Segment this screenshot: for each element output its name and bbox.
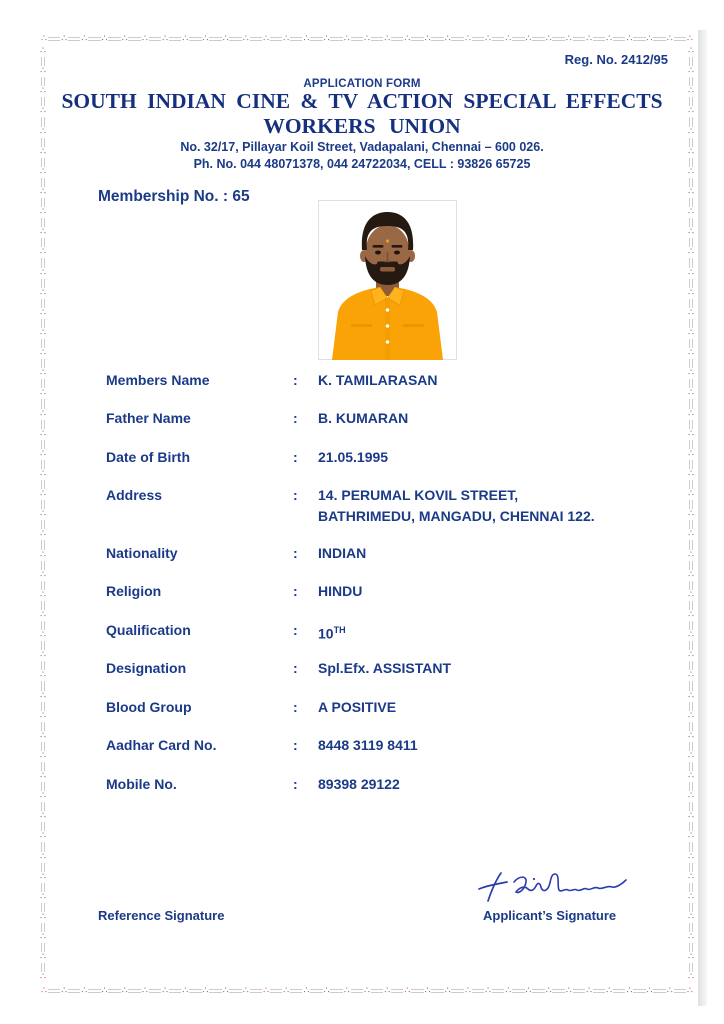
union-address: No. 32/17, Pillayar Koil Street, Vadapalani, Chennai – 600 026. <box>180 140 544 154</box>
field-row-designation <box>106 658 451 679</box>
trefoil-motif-icon: ∴ <box>40 468 46 479</box>
field-label: Date of Birth <box>106 449 190 465</box>
trefoil-motif-icon: ∴ <box>40 166 46 177</box>
field-colon: : <box>293 699 298 715</box>
trefoil-motif-icon: ∴ <box>141 985 148 996</box>
trefoil-motif-icon: ∴ <box>40 388 46 399</box>
trefoil-motif-icon: ∴ <box>40 549 46 560</box>
trefoil-motif-icon: ∴ <box>303 33 310 44</box>
trefoil-motif-icon: ∴ <box>182 985 189 996</box>
trefoil-motif-icon: ∴ <box>424 33 431 44</box>
trefoil-motif-icon: ∴ <box>41 985 47 996</box>
field-label: Designation <box>106 660 187 676</box>
trefoil-motif-icon: ∴ <box>565 33 572 44</box>
trefoil-motif-icon: ∴ <box>688 549 694 560</box>
field-label: Father Name <box>106 410 191 426</box>
trefoil-motif-icon: ∴ <box>688 509 694 520</box>
trefoil-motif-icon: ∴ <box>101 33 108 44</box>
trefoil-motif-icon: ∴ <box>40 811 46 822</box>
applicant-photo-image <box>318 200 457 360</box>
trefoil-motif-icon: ∴ <box>40 66 46 77</box>
trefoil-motif-icon: ∴ <box>40 489 46 500</box>
field-value: A POSITIVE <box>318 699 397 715</box>
trefoil-motif-icon: ∴ <box>40 932 46 943</box>
field-value <box>318 620 346 645</box>
field-label: Qualification <box>106 622 191 638</box>
trefoil-motif-icon: ∴ <box>688 750 694 761</box>
trefoil-motif-icon: ∴ <box>40 267 46 278</box>
border-right <box>684 46 698 984</box>
trefoil-motif-icon: ∴ <box>688 106 694 117</box>
trefoil-motif-icon: ∴ <box>464 33 471 44</box>
trefoil-motif-icon: ∴ <box>646 33 653 44</box>
trefoil-motif-icon: ∴ <box>40 408 46 419</box>
trefoil-motif-icon: ∴ <box>40 670 46 681</box>
trefoil-motif-icon: ∴ <box>40 428 46 439</box>
trefoil-motif-icon: ∴ <box>688 186 694 197</box>
trefoil-motif-icon: ∴ <box>323 985 330 996</box>
trefoil-motif-icon: ∴ <box>40 186 46 197</box>
field-row-date-of-birth <box>106 447 388 468</box>
trefoil-motif-icon: ∴ <box>222 985 229 996</box>
trefoil-motif-icon: ∴ <box>688 811 694 822</box>
field-colon: : <box>293 487 298 503</box>
membership-number: Membership No. : 65 <box>98 188 250 205</box>
field-row-blood-group <box>106 697 396 718</box>
trefoil-motif-icon: ∴ <box>40 972 46 983</box>
trefoil-motif-icon: ∴ <box>424 985 431 996</box>
field-label: Religion <box>106 583 162 599</box>
trefoil-motif-icon: ∴ <box>222 33 229 44</box>
trefoil-motif-icon: ∴ <box>40 126 46 137</box>
union-title-line1: SOUTH INDIAN CINE & TV ACTION SPECIAL EFFECTS <box>61 89 663 113</box>
trefoil-motif-icon: ∴ <box>40 146 46 157</box>
field-value: Spl.Efx. ASSISTANT <box>318 660 452 676</box>
trefoil-motif-icon: ∴ <box>688 348 694 359</box>
field-row-members-name <box>106 370 438 391</box>
trefoil-motif-icon: ∴ <box>688 408 694 419</box>
trefoil-motif-icon: ∴ <box>606 985 612 996</box>
trefoil-motif-icon: ∴ <box>364 985 370 996</box>
trefoil-motif-icon: ∴ <box>688 207 694 218</box>
field-row-nationality <box>106 543 366 564</box>
trefoil-motif-icon: ∴ <box>688 791 694 802</box>
trefoil-motif-icon: ∴ <box>485 33 491 44</box>
trefoil-motif-icon: ∴ <box>688 650 694 661</box>
trefoil-motif-icon: ∴ <box>565 985 572 996</box>
trefoil-motif-icon: ∴ <box>40 368 46 379</box>
field-colon: : <box>293 410 298 426</box>
field-row-aadhar-card-no <box>106 735 418 756</box>
field-colon: : <box>293 583 298 599</box>
field-label: Address <box>106 487 163 503</box>
trefoil-motif-icon: ∴ <box>688 126 694 137</box>
trefoil-motif-icon: ∴ <box>121 33 128 44</box>
registration-number: Reg. No. 2412/95 <box>564 52 668 67</box>
field-label: Blood Group <box>106 699 192 715</box>
trefoil-motif-icon: ∴ <box>343 985 350 996</box>
trefoil-motif-icon: ∴ <box>688 630 694 641</box>
applicant-signature-label: Applicant’s Signature <box>483 908 617 923</box>
trefoil-motif-icon: ∴ <box>626 985 633 996</box>
trefoil-motif-icon: ∴ <box>444 985 451 996</box>
trefoil-motif-icon: ∴ <box>688 327 694 338</box>
trefoil-motif-icon: ∴ <box>688 307 694 318</box>
trefoil-motif-icon: ∴ <box>586 33 592 44</box>
trefoil-motif-icon: ∴ <box>182 33 189 44</box>
trefoil-motif-icon: ∴ <box>525 985 532 996</box>
trefoil-motif-icon: ∴ <box>40 650 46 661</box>
field-colon: : <box>293 545 298 561</box>
trefoil-motif-icon: ∴ <box>40 630 46 641</box>
address-line-2: BATHRIMEDU, MANGADU, CHENNAI 122. <box>318 508 595 524</box>
trefoil-motif-icon: ∴ <box>688 227 694 238</box>
reference-signature-label: Reference Signature <box>98 908 225 923</box>
field-value: INDIAN <box>318 545 367 561</box>
trefoil-motif-icon: ∴ <box>444 33 451 44</box>
trefoil-motif-icon: ∴ <box>40 46 46 56</box>
qualification-number: 10 <box>318 625 334 642</box>
trefoil-motif-icon: ∴ <box>688 468 694 479</box>
field-row-address <box>106 485 595 527</box>
union-title-line2: WORKERS UNION <box>263 114 461 138</box>
field-value: B. KUMARAN <box>318 410 409 426</box>
trefoil-motif-icon: ∴ <box>263 985 269 996</box>
trefoil-motif-icon: ∴ <box>688 247 694 258</box>
trefoil-motif-icon: ∴ <box>61 33 67 44</box>
trefoil-motif-icon: ∴ <box>41 33 47 44</box>
trefoil-motif-icon: ∴ <box>666 33 673 44</box>
trefoil-motif-icon: ∴ <box>162 33 168 44</box>
form-type-label: APPLICATION FORM <box>303 78 421 90</box>
trefoil-motif-icon: ∴ <box>303 985 310 996</box>
trefoil-motif-icon: ∴ <box>40 609 46 620</box>
field-colon: : <box>293 660 298 676</box>
field-row-father-name <box>106 408 408 429</box>
trefoil-motif-icon: ∴ <box>343 33 350 44</box>
trefoil-motif-icon: ∴ <box>688 912 694 923</box>
trefoil-motif-icon: ∴ <box>40 569 46 580</box>
trefoil-motif-icon: ∴ <box>688 428 694 439</box>
field-colon: : <box>293 776 298 792</box>
trefoil-motif-icon: ∴ <box>40 589 46 600</box>
trefoil-motif-icon: ∴ <box>688 831 694 842</box>
qualification-ordinal: TH <box>333 625 346 635</box>
trefoil-motif-icon: ∴ <box>162 985 168 996</box>
field-row-religion <box>106 581 362 602</box>
page-edge-shadow <box>698 30 707 1006</box>
trefoil-motif-icon: ∴ <box>40 509 46 520</box>
union-phone: Ph. No. 044 48071378, 044 24722034, CELL : 93826 65725 <box>193 157 531 171</box>
trefoil-motif-icon: ∴ <box>404 985 411 996</box>
trefoil-motif-icon: ∴ <box>688 569 694 580</box>
trefoil-motif-icon: ∴ <box>40 86 46 97</box>
field-value: 8448 3119 8411 <box>318 737 418 753</box>
trefoil-motif-icon: ∴ <box>40 730 46 741</box>
trefoil-motif-icon: ∴ <box>384 33 390 44</box>
trefoil-motif-icon: ∴ <box>242 985 249 996</box>
border-bottom <box>40 984 694 998</box>
field-value: K. TAMILARASAN <box>318 372 438 388</box>
trefoil-motif-icon: ∴ <box>646 985 653 996</box>
trefoil-motif-icon: ∴ <box>525 33 532 44</box>
field-colon: : <box>293 372 298 388</box>
trefoil-motif-icon: ∴ <box>586 985 592 996</box>
field-colon: : <box>293 737 298 753</box>
trefoil-motif-icon: ∴ <box>40 871 46 882</box>
trefoil-motif-icon: ∴ <box>40 851 46 862</box>
trefoil-motif-icon: ∴ <box>688 609 694 620</box>
applicant-signature-image <box>474 869 634 909</box>
trefoil-motif-icon: ∴ <box>688 46 694 56</box>
trefoil-motif-icon: ∴ <box>688 86 694 97</box>
field-row-qualification <box>106 620 346 645</box>
trefoil-motif-icon: ∴ <box>687 985 693 996</box>
trefoil-motif-icon: ∴ <box>263 33 269 44</box>
trefoil-motif-icon: ∴ <box>688 529 694 540</box>
trefoil-motif-icon: ∴ <box>202 985 209 996</box>
trefoil-motif-icon: ∴ <box>688 851 694 862</box>
trefoil-motif-icon: ∴ <box>688 972 694 983</box>
trefoil-motif-icon: ∴ <box>40 690 46 701</box>
trefoil-motif-icon: ∴ <box>40 529 46 540</box>
trefoil-motif-icon: ∴ <box>688 368 694 379</box>
trefoil-motif-icon: ∴ <box>688 932 694 943</box>
trefoil-motif-icon: ∴ <box>40 287 46 298</box>
trefoil-motif-icon: ∴ <box>688 448 694 459</box>
field-colon: : <box>293 622 298 638</box>
trefoil-motif-icon: ∴ <box>40 307 46 318</box>
trefoil-motif-icon: ∴ <box>688 670 694 681</box>
trefoil-motif-icon: ∴ <box>283 985 289 996</box>
trefoil-motif-icon: ∴ <box>61 985 67 996</box>
field-label: Aadhar Card No. <box>106 737 217 753</box>
trefoil-motif-icon: ∴ <box>202 33 209 44</box>
field-value: HINDU <box>318 583 363 599</box>
trefoil-motif-icon: ∴ <box>626 33 633 44</box>
trefoil-motif-icon: ∴ <box>688 589 694 600</box>
border-left <box>36 46 50 984</box>
trefoil-motif-icon: ∴ <box>688 710 694 721</box>
trefoil-motif-icon: ∴ <box>688 891 694 902</box>
trefoil-motif-icon: ∴ <box>545 33 552 44</box>
trefoil-motif-icon: ∴ <box>40 952 46 963</box>
trefoil-motif-icon: ∴ <box>40 327 46 338</box>
field-row-mobile-no <box>106 774 400 795</box>
trefoil-motif-icon: ∴ <box>40 891 46 902</box>
trefoil-motif-icon: ∴ <box>688 146 694 157</box>
trefoil-motif-icon: ∴ <box>545 985 552 996</box>
field-value <box>318 485 595 527</box>
trefoil-motif-icon: ∴ <box>40 247 46 258</box>
trefoil-motif-icon: ∴ <box>688 730 694 741</box>
trefoil-motif-icon: ∴ <box>688 871 694 882</box>
trefoil-motif-icon: ∴ <box>505 33 512 44</box>
trefoil-motif-icon: ∴ <box>688 489 694 500</box>
trefoil-motif-icon: ∴ <box>101 985 108 996</box>
trefoil-motif-icon: ∴ <box>666 985 673 996</box>
trefoil-motif-icon: ∴ <box>121 985 128 996</box>
trefoil-motif-icon: ∴ <box>40 771 46 782</box>
trefoil-motif-icon: ∴ <box>81 985 88 996</box>
trefoil-motif-icon: ∴ <box>81 33 88 44</box>
field-label: Nationality <box>106 545 178 561</box>
trefoil-motif-icon: ∴ <box>242 33 249 44</box>
trefoil-motif-icon: ∴ <box>40 831 46 842</box>
applicant-photo <box>318 200 457 360</box>
trefoil-motif-icon: ∴ <box>40 106 46 117</box>
trefoil-motif-icon: ∴ <box>688 388 694 399</box>
trefoil-motif-icon: ∴ <box>687 33 693 44</box>
trefoil-motif-icon: ∴ <box>141 33 148 44</box>
trefoil-motif-icon: ∴ <box>40 348 46 359</box>
trefoil-motif-icon: ∴ <box>323 33 330 44</box>
field-colon: : <box>293 449 298 465</box>
trefoil-motif-icon: ∴ <box>40 912 46 923</box>
field-label: Mobile No. <box>106 776 177 792</box>
trefoil-motif-icon: ∴ <box>364 33 370 44</box>
trefoil-motif-icon: ∴ <box>688 771 694 782</box>
trefoil-motif-icon: ∴ <box>40 448 46 459</box>
trefoil-motif-icon: ∴ <box>505 985 512 996</box>
trefoil-motif-icon: ∴ <box>688 267 694 278</box>
trefoil-motif-icon: ∴ <box>688 287 694 298</box>
trefoil-motif-icon: ∴ <box>606 33 612 44</box>
trefoil-motif-icon: ∴ <box>464 985 471 996</box>
trefoil-motif-icon: ∴ <box>688 166 694 177</box>
trefoil-motif-icon: ∴ <box>404 33 411 44</box>
trefoil-motif-icon: ∴ <box>40 791 46 802</box>
address-line-1: 14. PERUMAL KOVIL STREET, <box>318 487 519 503</box>
border-top <box>40 32 694 46</box>
trefoil-motif-icon: ∴ <box>40 750 46 761</box>
trefoil-motif-icon: ∴ <box>688 690 694 701</box>
field-value: 89398 29122 <box>318 776 400 792</box>
trefoil-motif-icon: ∴ <box>384 985 390 996</box>
trefoil-motif-icon: ∴ <box>40 227 46 238</box>
field-label: Members Name <box>106 372 210 388</box>
trefoil-motif-icon: ∴ <box>485 985 491 996</box>
trefoil-motif-icon: ∴ <box>688 66 694 77</box>
field-value: 21.05.1995 <box>318 449 389 465</box>
trefoil-motif-icon: ∴ <box>40 710 46 721</box>
trefoil-motif-icon: ∴ <box>283 33 289 44</box>
trefoil-motif-icon: ∴ <box>688 952 694 963</box>
trefoil-motif-icon: ∴ <box>40 207 46 218</box>
